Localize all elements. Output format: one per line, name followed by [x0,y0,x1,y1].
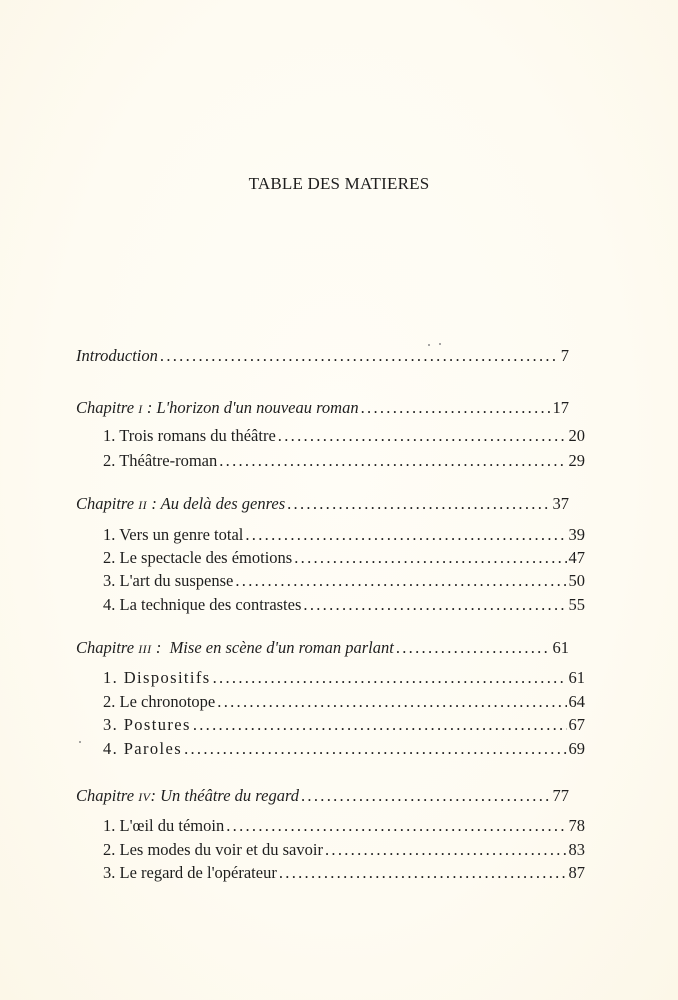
dot-leader [184,738,566,760]
toc-entry-section[interactable] [103,594,585,616]
dot-leader [303,594,566,616]
chapter-prefix: Chapitre [76,786,139,805]
toc-entry-label [76,637,394,659]
toc-entry-label: 3. Postures [103,715,191,734]
toc-entry-section[interactable] [103,738,585,760]
dot-leader [235,570,566,592]
toc-page-number: 20 [568,426,585,445]
chapter-numeral: IV [138,790,151,804]
toc-entry-label: 2. Les modes du voir et du savoir [103,840,323,859]
dot-leader [219,450,566,472]
chapter-prefix: Chapitre [76,638,139,657]
dot-leader [325,839,567,861]
chapter-separator: : [142,398,157,417]
chapter-prefix: Chapitre [76,398,139,417]
toc-entry-section[interactable] [103,815,585,837]
dot-leader [396,637,551,659]
page-title: TABLE DES MATIERES [248,174,430,193]
toc-page-number: 47 [568,548,585,567]
toc-entry-label [76,397,359,419]
toc-entry-label: 1. L'œil du témoin [103,816,225,835]
toc-page-number: 67 [568,715,585,734]
toc-page-number: 87 [568,863,585,882]
toc-entry-section[interactable] [103,691,585,713]
chapter-numeral: I [138,402,143,416]
dot-leader [294,547,566,569]
toc-entry-label: 4. Paroles [103,739,183,758]
chapter-title: Au delà des genres [160,494,286,513]
toc-page-number: 39 [568,525,585,544]
toc-page-number: 64 [568,692,585,711]
toc-entry-section[interactable] [103,570,585,592]
toc-entry-label: 2. Théâtre-roman [103,451,218,470]
toc-entry-chapter-2[interactable] [76,493,569,515]
toc-page-number: 55 [568,595,585,614]
toc-entry-label: 2. Le chronotope [103,692,216,711]
dot-leader [213,667,567,689]
toc-entry-introduction[interactable] [76,345,569,367]
toc-page-number: 61 [568,668,585,687]
dot-leader [278,425,567,447]
chapter-title: Un théâtre du regard [160,786,299,805]
chapter-numeral: II [138,498,148,512]
toc-page-number: 61 [552,638,569,657]
dot-leader [287,493,550,515]
toc-entry-label [76,493,285,515]
toc-entry-label: 1. Vers un genre total [103,525,244,544]
chapter-separator: : [150,786,161,805]
toc-page-number: 78 [568,816,585,835]
toc-entry-label: 1. Dispositifs [103,668,211,687]
chapter-title: L'horizon d'un nouveau roman [156,398,359,417]
chapter-numeral: III [138,642,152,656]
toc-entry-section[interactable] [103,839,585,861]
dot-leader [301,785,551,807]
dot-leader [245,524,566,546]
toc-page-number: 69 [568,739,585,758]
toc-entry-section[interactable] [103,714,585,736]
toc-entry-section[interactable] [103,667,585,689]
toc-entry-chapter-1[interactable] [76,397,569,419]
toc-entry-section[interactable] [103,862,585,884]
toc-page-number: 17 [552,398,569,417]
dot-leader [217,691,566,713]
toc-entry-section[interactable] [103,524,585,546]
toc-page-number: 7 [560,346,569,365]
toc-entry-section[interactable] [103,547,585,569]
toc-entry-chapter-3[interactable] [76,637,569,659]
dot-leader [160,345,559,367]
chapter-separator: : [151,638,170,657]
toc-page-number: 29 [568,451,585,470]
toc-entry-label: Introduction [76,346,158,365]
chapter-prefix: Chapitre [76,494,139,513]
toc-entry-label: 4. La technique des contrastes [103,595,302,614]
toc-page-number: 83 [568,840,585,859]
chapter-separator: : [147,494,161,513]
toc-page-number: 50 [568,571,585,590]
toc-entry-label: 1. Trois romans du théâtre [103,426,276,445]
chapter-title: Mise en scène d'un roman parlant [169,638,394,657]
dot-leader [279,862,567,884]
toc-entry-section[interactable] [103,425,585,447]
toc-entry-chapter-4[interactable] [76,785,569,807]
toc-entry-label: 3. L'art du suspense [103,571,234,590]
toc-page-number: 77 [552,786,569,805]
toc-entry-label: 2. Le spectacle des émotions [103,548,293,567]
toc-entry-label [76,785,299,807]
dot-leader [193,714,567,736]
toc-entry-section[interactable] [103,450,585,472]
paper-speck [79,741,81,743]
dot-leader [226,815,566,837]
dot-leader [361,397,551,419]
toc-entry-label: 3. Le regard de l'opérateur [103,863,277,882]
toc-page-number: 37 [552,494,569,513]
